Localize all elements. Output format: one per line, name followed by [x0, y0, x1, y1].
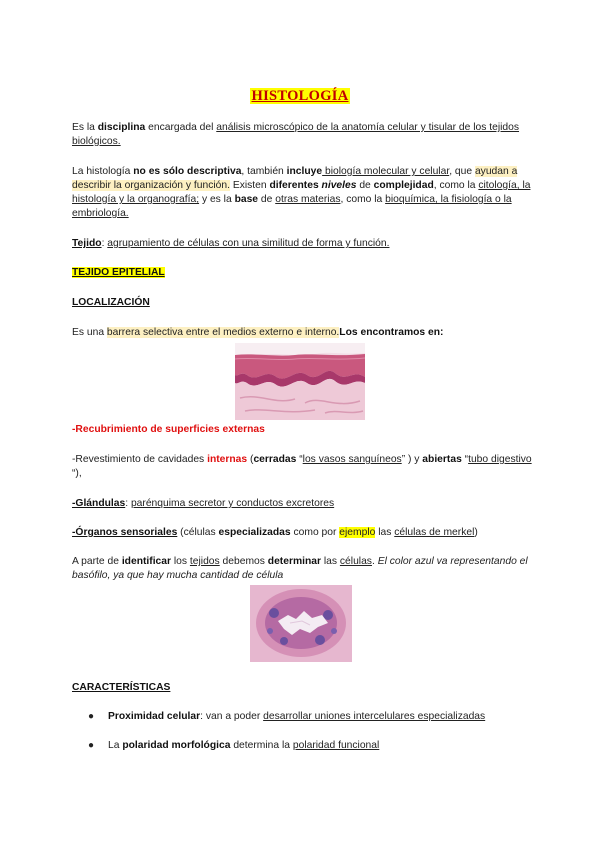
epithelium-micrograph — [235, 343, 365, 420]
localizacion-text: Es una barrera selectiva entre el medios externo e interno.Los encontramos en: — [72, 327, 444, 338]
intro-paragraph: Es la disciplina encargada del análisis microscópico de la anatomía celular y tisular de los tejidos biológicos. — [72, 122, 520, 147]
item-recubrimiento: -Recubrimiento de superficies externas — [72, 424, 265, 435]
bullet-proximidad: Proximidad celular: van a poder desarrollar uniones intercelulares especializadas — [108, 711, 486, 722]
heading-localizacion: LOCALIZACIÓN — [72, 297, 150, 308]
item-glandulas: -Glándulas: parénquima secretor y conductos excretores — [72, 498, 335, 509]
item-revestimiento: -Revestimiento de cavidades internas (cerradas “los vasos sanguíneos” ) y abiertas “tubo digestivo “), — [72, 454, 532, 479]
item-organos-sensoriales: -Órganos sensoriales (células especializadas como por ejemplo las células de merkel) — [72, 527, 478, 538]
tejido-definition: Tejido: agrupamiento de células con una similitud de forma y función. — [72, 238, 390, 249]
bullet-polaridad: La polaridad morfológica determina la polaridad funcional — [108, 740, 380, 751]
glandular-tissue-micrograph — [250, 585, 352, 662]
section-heading-tejido-epitelial: TEJIDO EPITELIAL — [72, 267, 165, 278]
heading-caracteristicas: CARACTERÍSTICAS — [72, 682, 171, 693]
aparte-paragraph: A parte de identificar los tejidos debemos determinar las células. El color azul va representando el basófilo, ya que hay mucha cantidad de célula — [72, 556, 528, 581]
page-title: HISTOLOGÍA — [251, 88, 349, 104]
histology-paragraph: La histología no es sólo descriptiva, también incluye biología molecular y celular, que ayudan a describir la organización y función. Existen diferentes niveles de complejidad, como la citología, la histología y la organografía; y es la base de otras materias, como la bioquímica, la fisiología o la embriología. — [72, 166, 531, 219]
bullet-dot: ● — [88, 740, 95, 751]
bullet-dot: ● — [88, 711, 95, 722]
